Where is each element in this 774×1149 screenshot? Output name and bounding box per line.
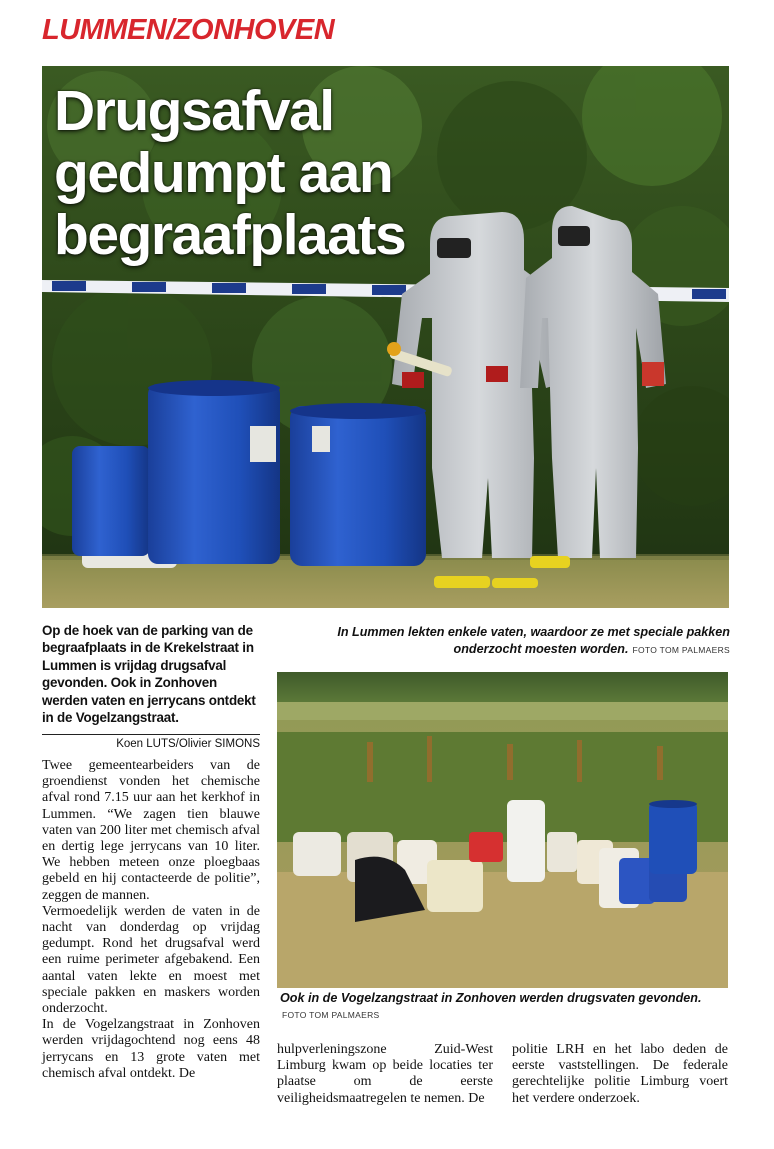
body-column-2 (277, 1042, 493, 1107)
body-column-1 (42, 758, 260, 1082)
headline-line-2: gedumpt aan (54, 141, 393, 205)
secondary-photo (277, 672, 728, 988)
photo-credit: FOTO TOM PALMAERS (632, 645, 730, 655)
hero-photo (42, 66, 729, 608)
body-paragraph: hulpverleningszone Zuid-West Limburg kwam op beide locaties ter plaatse om de eerste veiligheidsmaatregelen te nemen. De (277, 1042, 493, 1106)
headline-line-3: begraafplaats (54, 203, 406, 267)
body-paragraph: Vermoedelijk werden de vaten in de nacht van donderdag op vrijdag gedumpt. Rond het drugsafval werd een ruime perimeter afgebakend. Een aantal vaten lekte en moest met speciale pakken en maskers worden onderzocht. (42, 903, 260, 1017)
body-paragraph: politie LRH en het labo deden de eerste vaststellingen. De federale gerechtelijke politie Limburg voert het verdere onderzoek. (512, 1042, 728, 1106)
intro-paragraph: Op de hoek van de parking van de begraafplaats in de Krekelstraat in Lummen is vrijdag drugsafval gevonden. Ook in Zonhoven werden vaten en jerrycans ontdekt in de Vogelzangstraat. (42, 623, 256, 726)
field-jerrycans-illustration (277, 672, 728, 988)
headline (54, 80, 405, 266)
photo-credit: FOTO TOM PALMAERS (282, 1010, 380, 1020)
body-paragraph: In de Vogelzangstraat in Zonhoven werden vrijdagochtend nog eens 48 jerrycans en 13 grote vaten met chemisch afval ontdekt. De (42, 1017, 260, 1081)
headline-line-1: Drugsafval (54, 79, 334, 143)
photo-caption-2: Ook in de Vogelzangstraat in Zonhoven werden drugsvaten gevonden. (280, 991, 702, 1005)
photo-caption-1 (290, 624, 730, 659)
body-paragraph: Twee gemeentearbeiders van de groendienst vonden het chemische afval rond 7.15 uur aan het kerkhof in Lummen. “We zagen tien blauwe vaten van 200 liter met chemisch afval en dertig lege jerrycans van 10 liter. We hebben meteen onze ploegbaas gebeld en hij contacteerde de politie”, zeggen de mannen. (42, 758, 260, 903)
byline: Koen LUTS/Olivier SIMONS (116, 738, 260, 750)
section-label: LUMMEN/ZONHOVEN (42, 14, 335, 46)
caption-text: In Lummen lekten enkele vaten, waardoor ze met speciale pakken onderzocht moesten worden. (337, 625, 730, 656)
body-column-3 (512, 1042, 728, 1107)
byline-divider (42, 734, 260, 735)
